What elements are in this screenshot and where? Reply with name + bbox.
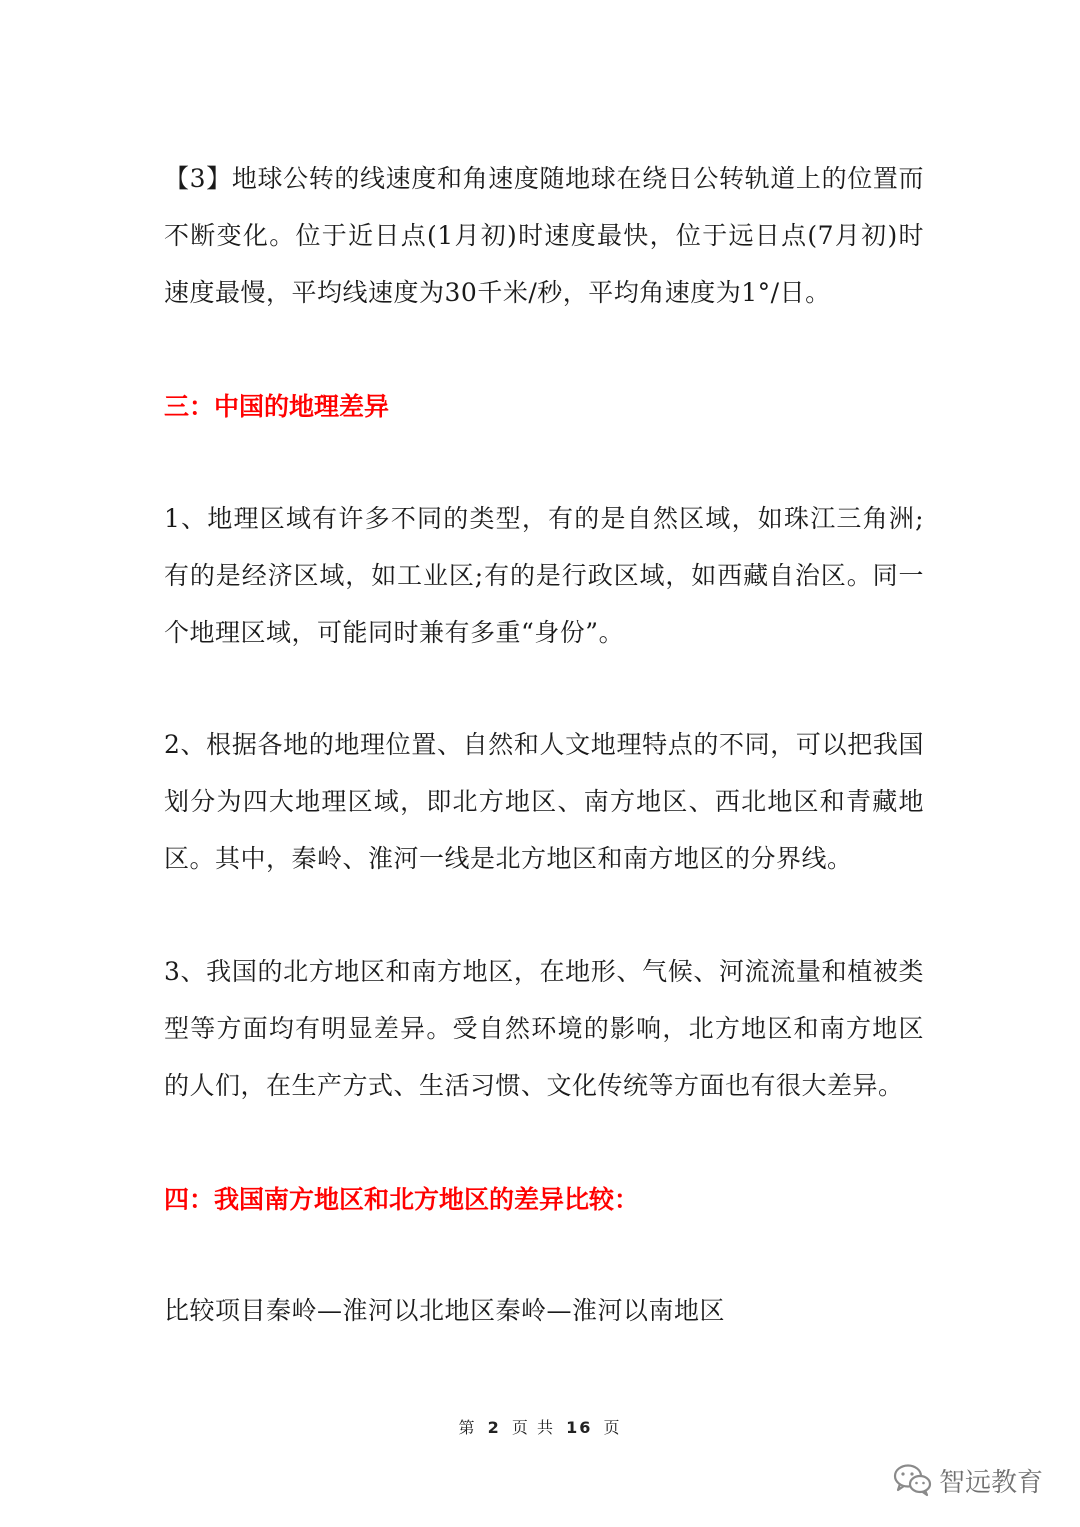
paragraph-earth-revolution-speed: 【3】地球公转的线速度和角速度随地球在绕日公转轨道上的位置而不断变化。位于近日点(1月初)时速度最快，位于远日点(7月初)时速度最慢，平均线速度为30千米/秒，平均角速度为1°/日。 <box>164 164 924 307</box>
paragraph-region-types: 1、地理区域有许多不同的类型，有的是自然区域，如珠江三角洲;有的是经济区域，如工业区;有的是行政区域，如西藏自治区。同一个地理区域，可能同时兼有多重“身份”。 <box>164 504 924 647</box>
wechat-icon <box>893 1463 933 1497</box>
section-heading-geographic-differences: 三：中国的地理差异 <box>164 392 390 421</box>
footer-middle: 页 共 <box>511 1418 555 1437</box>
footer-prefix: 第 <box>458 1418 477 1437</box>
watermark-text: 智远教育 <box>939 1467 1044 1498</box>
section-heading-north-south-comparison: 四：我国南方地区和北方地区的差异比较： <box>164 1185 640 1214</box>
comparison-table-header: 比较项目秦岭—淮河以北地区秦岭—淮河以南地区 <box>164 1296 726 1325</box>
footer-current-page: 2 <box>487 1418 501 1437</box>
footer-total-pages: 16 <box>566 1418 593 1437</box>
watermark <box>893 1460 1043 1500</box>
page-number-footer <box>0 1415 1080 1438</box>
paragraph-north-south-differences: 3、我国的北方地区和南方地区，在地形、气候、河流流量和植被类型等方面均有明显差异。受自然环境的影响，北方地区和南方地区的人们，在生产方式、生活习惯、文化传统等方面也有很大差异。 <box>164 957 924 1100</box>
footer-suffix: 页 <box>603 1418 622 1437</box>
paragraph-four-regions: 2、根据各地的地理位置、自然和人文地理特点的不同，可以把我国划分为四大地理区域，即北方地区、南方地区、西北地区和青藏地区。其中，秦岭、淮河一线是北方地区和南方地区的分界线。 <box>164 730 924 873</box>
